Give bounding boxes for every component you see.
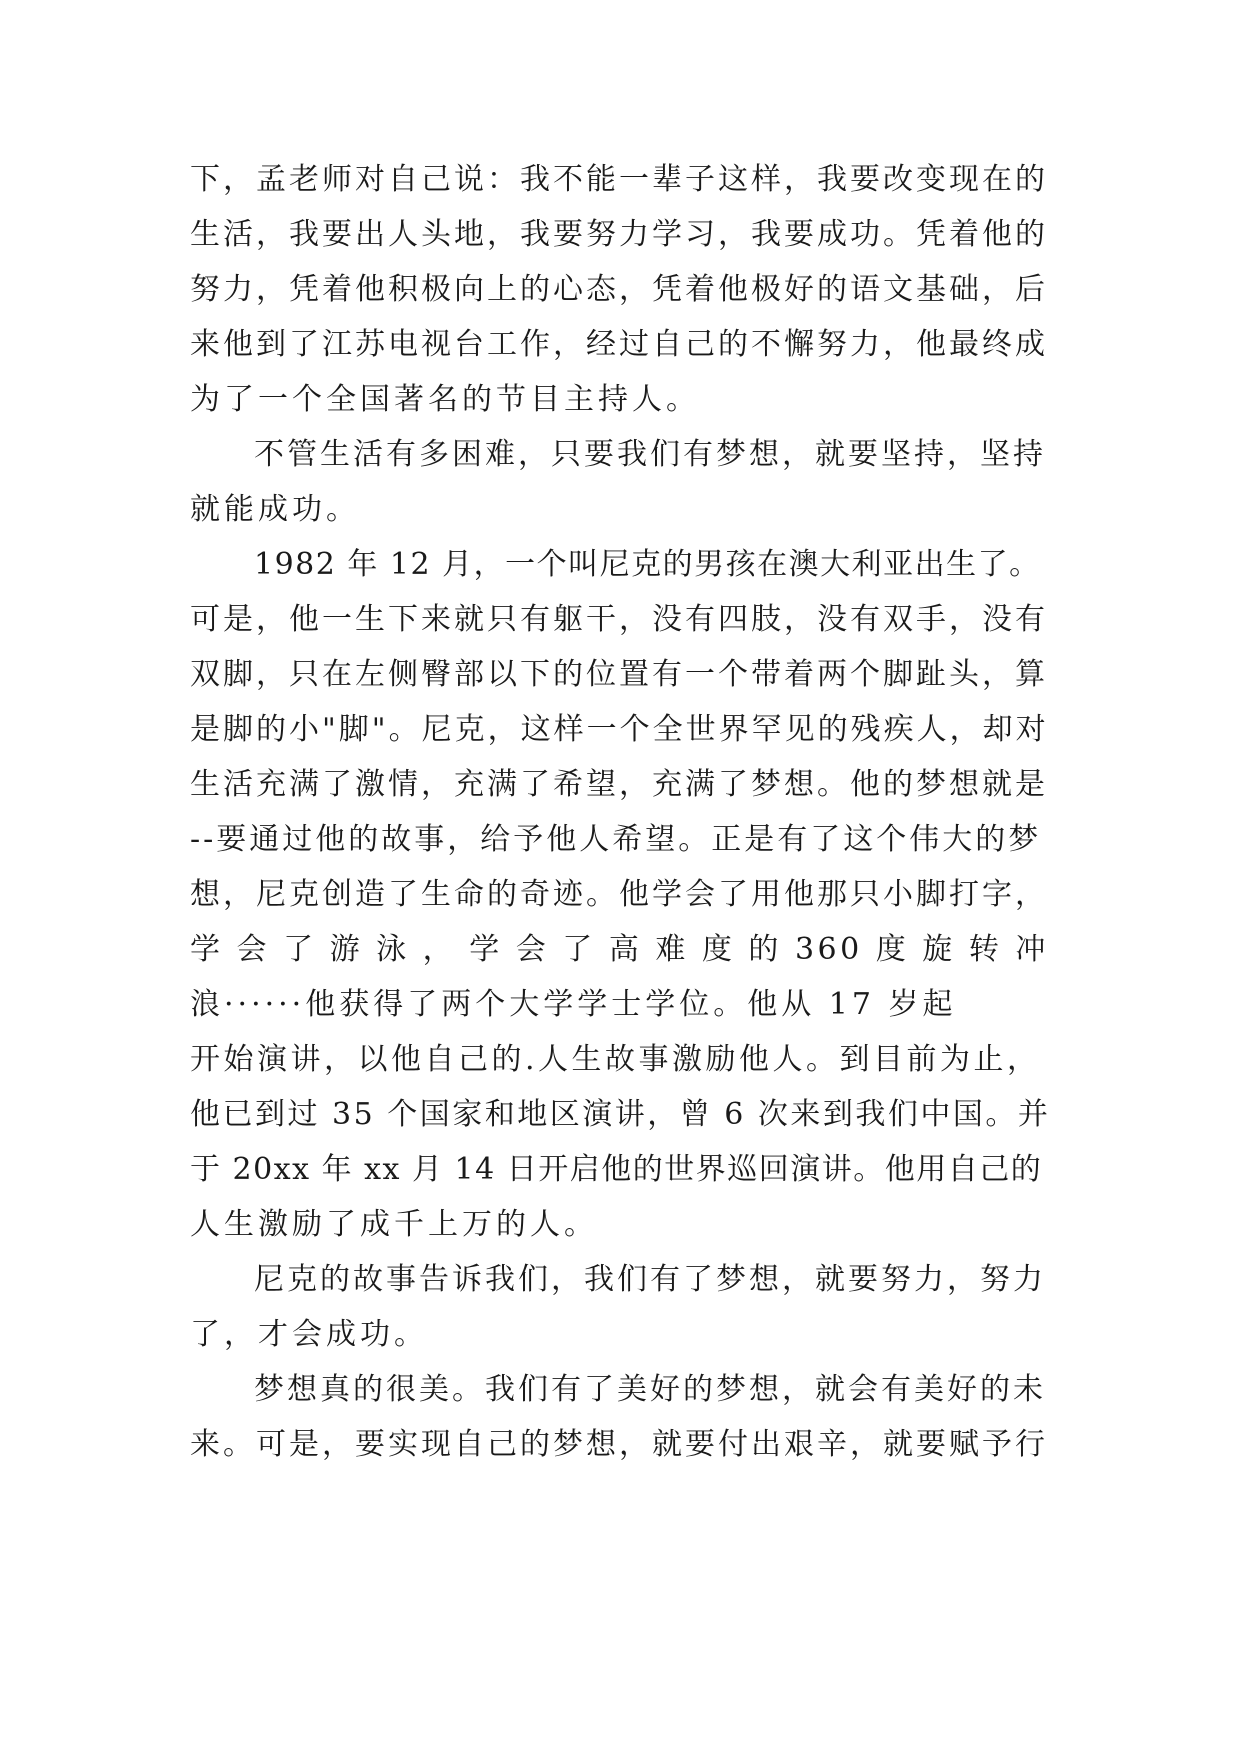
text-line: 梦想真的很美。我们有了美好的梦想，就会有美好的未 (254, 1372, 1046, 1407)
text-line: 开始演讲，以他自己的.人生故事激励他人。到目前为止， (190, 1042, 1041, 1077)
text-line: 双脚，只在左侧臀部以下的位置有一个带着两个脚趾头，算 (190, 657, 1048, 692)
text-line: 生活充满了激情，充满了希望，充满了梦想。他的梦想就是 (190, 767, 1048, 802)
text-line: 浪······他获得了两个大学学士学位。他从 17 岁起 (190, 987, 957, 1022)
text-line: 来他到了江苏电视台工作，经过自己的不懈努力，他最终成 (190, 327, 1048, 362)
text-line: 人生激励了成千上万的人。 (190, 1207, 598, 1242)
text-line: 可是，他一生下来就只有躯干，没有四肢，没有双手，没有 (190, 602, 1048, 637)
text-line: 不管生活有多困难，只要我们有梦想，就要坚持，坚持 (254, 437, 1046, 472)
text-line: 想，尼克创造了生命的奇迹。他学会了用他那只小脚打字， (190, 877, 1048, 912)
text-line: --要通过他的故事，给予他人希望。正是有了这个伟大的梦 (190, 822, 1042, 857)
text-line: 努力，凭着他积极向上的心态，凭着他极好的语文基础，后 (190, 272, 1048, 307)
text-line: 为了一个全国著名的节目主持人。 (190, 382, 700, 417)
text-line: 1982 年 12 月，一个叫尼克的男孩在澳大利亚出生了。 (254, 547, 1041, 582)
text-line: 下，孟老师对自己说：我不能一辈子这样，我要改变现在的 (190, 162, 1048, 197)
text-line: 是脚的小"脚"。尼克，这样一个全世界罕见的残疾人，却对 (190, 712, 1049, 747)
text-line: 于 20xx 年 xx 月 14 日开启他的世界巡回演讲。他用自己的 (190, 1152, 1043, 1187)
text-line: 他已到过 35 个国家和地区演讲，曾 6 次来到我们中国。并 (190, 1097, 1051, 1132)
text-line: 学 会 了 游 泳 ， 学 会 了 高 难 度 的 360 度 旋 转 冲 (190, 932, 1049, 967)
text-line: 生活，我要出人头地，我要努力学习，我要成功。凭着他的 (190, 217, 1048, 252)
text-line: 了，才会成功。 (190, 1317, 428, 1352)
text-line: 尼克的故事告诉我们，我们有了梦想，就要努力，努力 (254, 1262, 1046, 1297)
text-line: 就能成功。 (190, 492, 360, 527)
text-line: 来。可是，要实现自己的梦想，就要付出艰辛，就要赋予行 (190, 1427, 1048, 1462)
